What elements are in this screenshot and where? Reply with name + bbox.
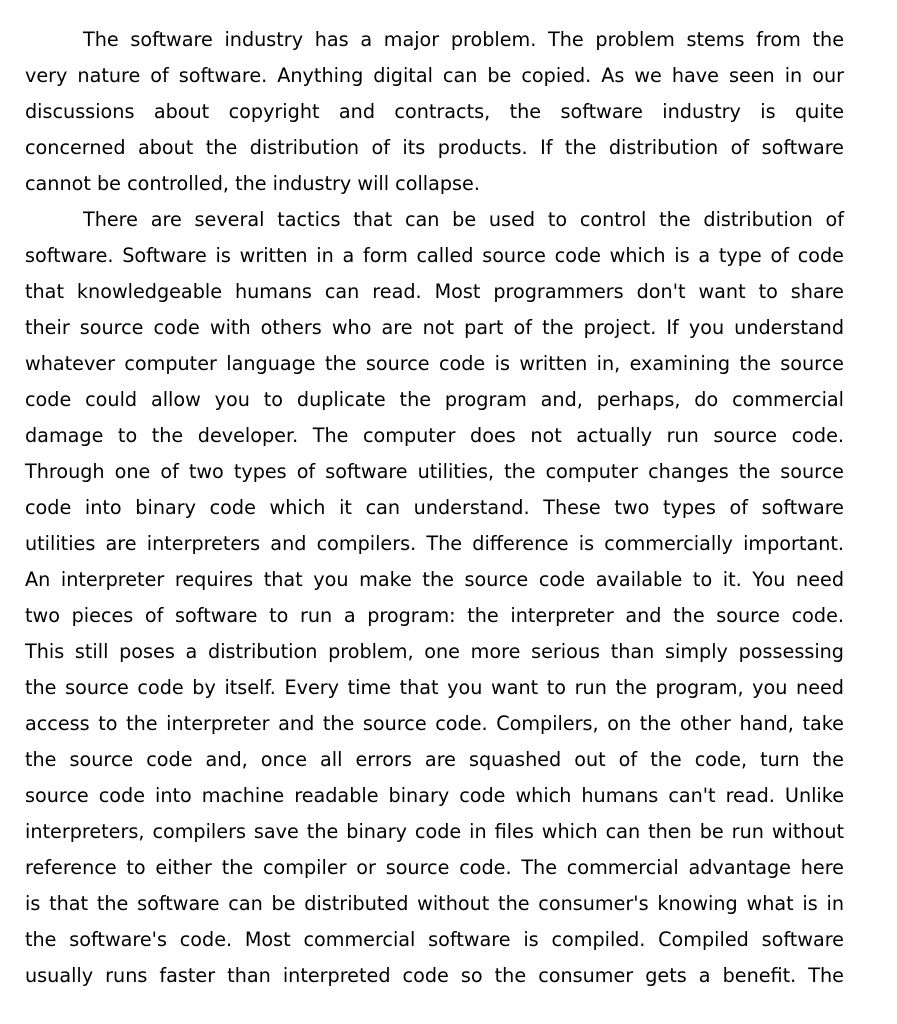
- text-line: very nature of software. Anything digital can be copied. As we have seen in our: [25, 64, 844, 87]
- text-line: code could allow you to duplicate the program and, perhaps, do commercial: [25, 388, 844, 411]
- text-line: damage to the developer. The computer does not actually run source code.: [25, 424, 844, 447]
- text-line: The software industry has a major problem. The problem stems from the: [83, 28, 844, 51]
- text-line: utilities are interpreters and compilers. The difference is commercially important.: [25, 532, 844, 555]
- text-line: is that the software can be distributed without the consumer's knowing what is in: [25, 892, 844, 915]
- text-line: access to the interpreter and the source code. Compilers, on the other hand, take: [25, 712, 844, 735]
- document-body: [25, 22, 844, 994]
- text-line: usually runs faster than interpreted code so the consumer gets a benefit. The: [25, 964, 844, 987]
- text-line: An interpreter requires that you make the source code available to it. You need: [25, 568, 844, 591]
- text-line: There are several tactics that can be used to control the distribution of: [83, 208, 844, 231]
- text-line: discussions about copyright and contracts, the software industry is quite: [25, 100, 844, 123]
- text-line: software. Software is written in a form called source code which is a type of code: [25, 244, 844, 267]
- text-line: source code into machine readable binary code which humans can't read. Unlike: [25, 784, 844, 807]
- text-line: that knowledgeable humans can read. Most programmers don't want to share: [25, 280, 844, 303]
- text-line: This still poses a distribution problem, one more serious than simply possessing: [25, 640, 844, 663]
- paragraph-1: [25, 22, 844, 202]
- text-line: interpreters, compilers save the binary code in files which can then be run without: [25, 820, 844, 843]
- text-line: Through one of two types of software utilities, the computer changes the source: [25, 460, 844, 483]
- text-line: reference to either the compiler or source code. The commercial advantage here: [25, 856, 844, 879]
- text-line: concerned about the distribution of its products. If the distribution of software: [25, 136, 844, 159]
- text-line: the software's code. Most commercial software is compiled. Compiled software: [25, 928, 844, 951]
- text-line: cannot be controlled, the industry will collapse.: [25, 172, 480, 195]
- text-line: code into binary code which it can understand. These two types of software: [25, 496, 844, 519]
- text-line: whatever computer language the source code is written in, examining the source: [25, 352, 844, 375]
- text-line: the source code by itself. Every time that you want to run the program, you need: [25, 676, 844, 699]
- text-line: two pieces of software to run a program: the interpreter and the source code.: [25, 604, 844, 627]
- paragraph-2: [25, 202, 844, 994]
- text-line: the source code and, once all errors are squashed out of the code, turn the: [25, 748, 844, 771]
- text-line: their source code with others who are not part of the project. If you understand: [25, 316, 844, 339]
